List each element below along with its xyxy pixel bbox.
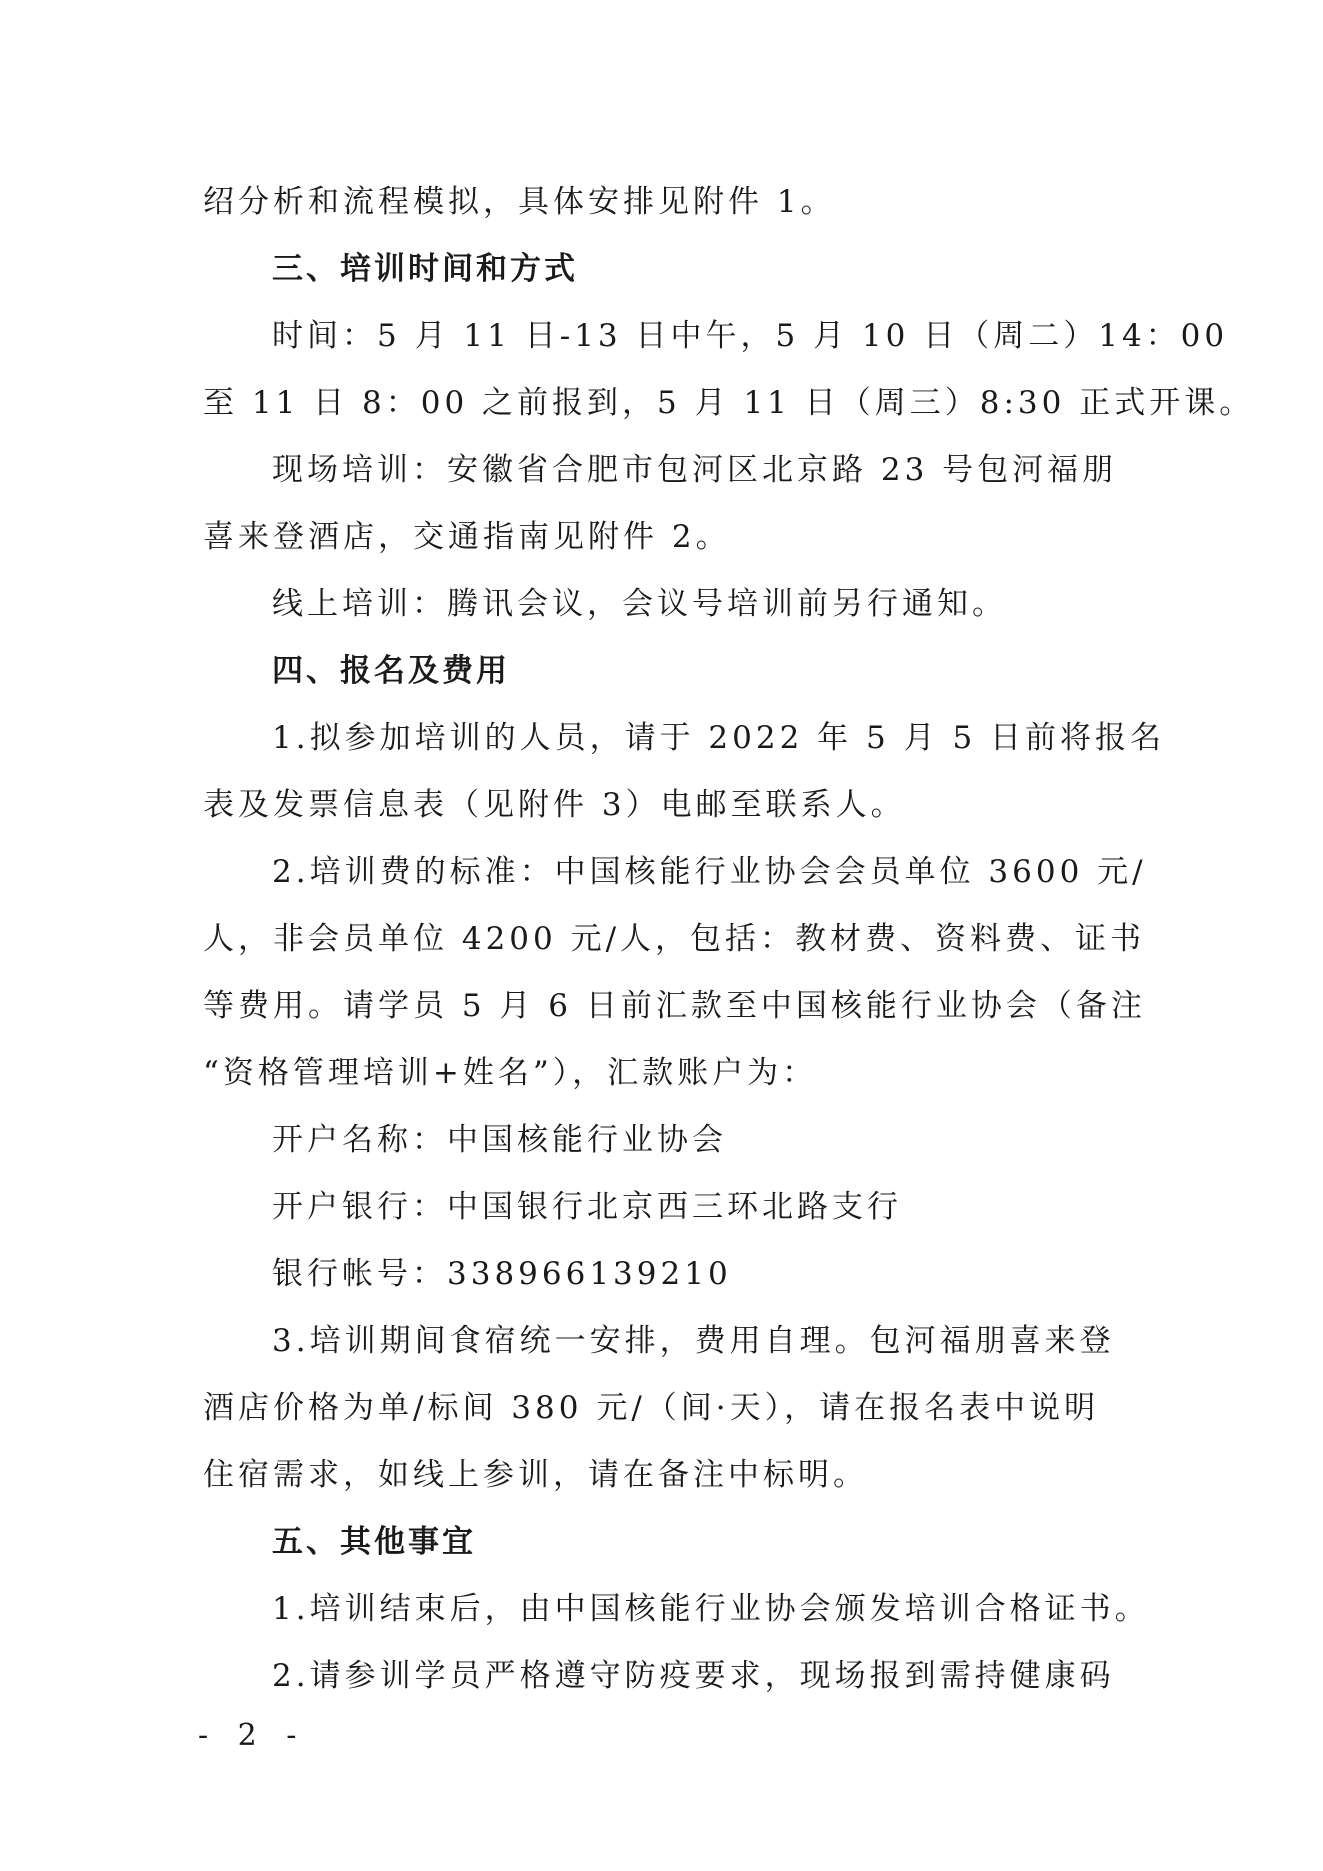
paragraph-line: 3.培训期间食宿统一安排，费用自理。包河福朋喜来登 [272,1323,1115,1359]
paragraph-line: “资格管理培训+姓名”），汇款账户为： [203,1055,818,1091]
paragraph-line: 喜来登酒店，交通指南见附件 2。 [203,519,731,555]
paragraph-line: 1.培训结束后，由中国核能行业协会颁发培训合格证书。 [272,1591,1150,1627]
paragraph-line: 2.培训费的标准：中国核能行业协会会员单位 3600 元/ [272,854,1147,890]
section-heading-4: 四、报名及费用 [272,653,510,689]
paragraph-line: 至 11 日 8：00 之前报到，5 月 11 日（周三）8:30 正式开课。 [203,385,1255,421]
section-heading-3: 三、培训时间和方式 [272,251,578,287]
paragraph-line: 时间：5 月 11 日-13 日中午，5 月 10 日（周二）14：00 [272,318,1229,354]
paragraph-line: 线上培训：腾讯会议，会议号培训前另行通知。 [272,586,1007,622]
paragraph-line: 现场培训：安徽省合肥市包河区北京路 23 号包河福朋 [272,452,1118,488]
account-number-line: 银行帐号：338966139210 [272,1256,732,1292]
account-name-line: 开户名称：中国核能行业协会 [272,1122,727,1158]
paragraph-line: 绍分析和流程模拟，具体安排见附件 1。 [203,184,836,220]
paragraph-line: 1.拟参加培训的人员，请于 2022 年 5 月 5 日前将报名 [272,720,1166,756]
page-number: - 2 - [198,1718,307,1753]
paragraph-line: 表及发票信息表（见附件 3）电邮至联系人。 [203,787,906,823]
account-bank-line: 开户银行：中国银行北京西三环北路支行 [272,1189,902,1225]
section-heading-5: 五、其他事宜 [272,1524,476,1560]
paragraph-line: 酒店价格为单/标间 380 元/（间·天），请在报名表中说明 [203,1390,1100,1426]
paragraph-line: 等费用。请学员 5 月 6 日前汇款至中国核能行业协会（备注 [203,988,1146,1024]
paragraph-line: 人，非会员单位 4200 元/人，包括：教材费、资料费、证书 [203,921,1146,957]
paragraph-line: 2.请参训学员严格遵守防疫要求，现场报到需持健康码 [272,1658,1115,1694]
paragraph-line: 住宿需求，如线上参训，请在备注中标明。 [203,1457,868,1493]
